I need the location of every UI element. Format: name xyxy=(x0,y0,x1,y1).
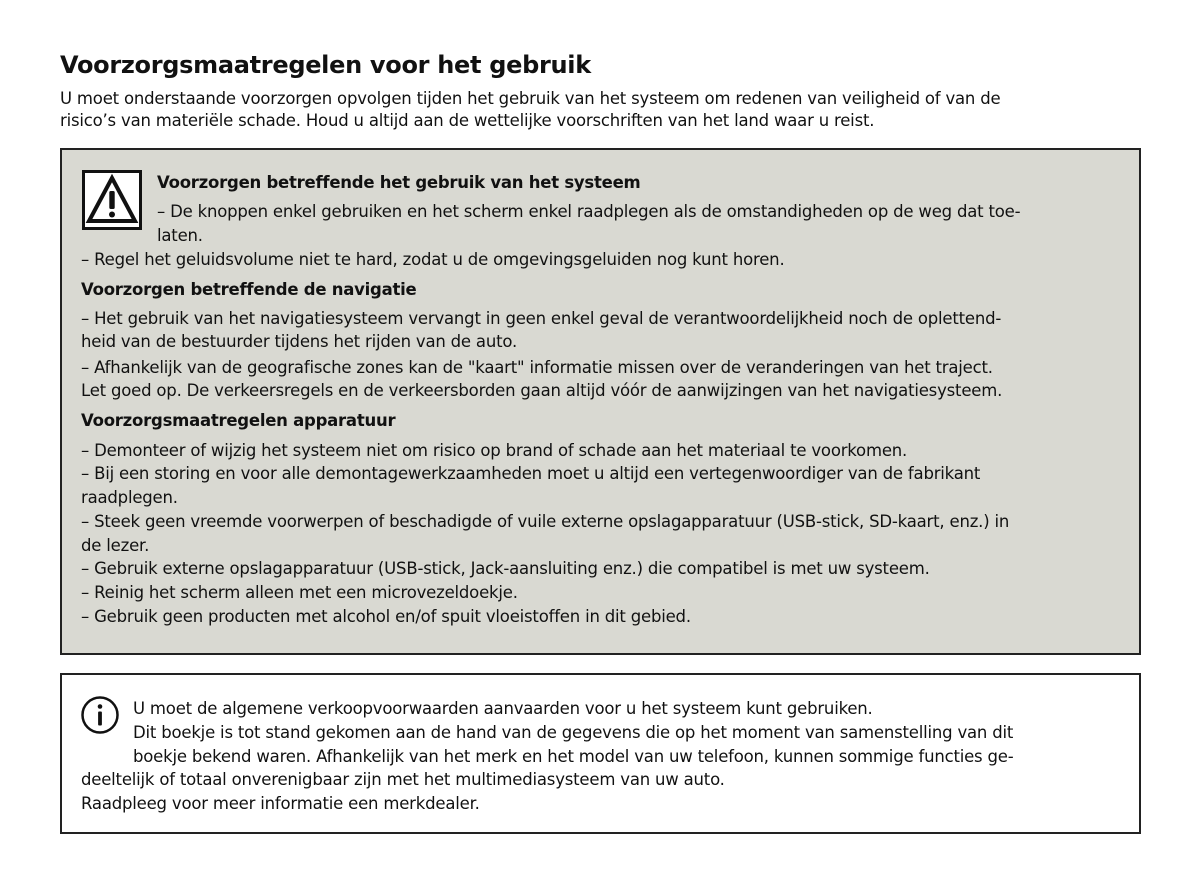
info-line: U moet de algemene verkoopvoorwaarden aanvaarden voor u het systeem kunt gebruiken. xyxy=(133,699,873,718)
info-line: Raadpleeg voor meer informatie een merkdealer. xyxy=(81,794,480,813)
info-line: Dit boekje is tot stand gekomen aan de hand van de gegevens die op het moment van samenstelling van dit xyxy=(133,723,1014,742)
warning-line: raadplegen. xyxy=(81,488,178,507)
warning-line: heid van de bestuurder tijdens het rijden van de auto. xyxy=(81,332,518,351)
info-icon xyxy=(80,695,120,735)
warning-line: de lezer. xyxy=(81,536,150,555)
info-box xyxy=(60,673,1141,834)
warning-line: – Regel het geluidsvolume niet te hard, zodat u de omgevingsgeluiden nog kunt horen. xyxy=(81,250,785,269)
warning-line: laten. xyxy=(157,226,203,245)
warning-line: – Gebruik externe opslagapparatuur (USB-stick, Jack-aansluiting enz.) die compatibel is met uw systeem. xyxy=(81,559,930,578)
warning-box xyxy=(60,148,1141,655)
warning-line: – Bij een storing en voor alle demontagewerkzaamheden moet u altijd een vertegenwoordiger van de fabrikant xyxy=(81,464,981,483)
section-heading-system-use: Voorzorgen betreffende het gebruik van het systeem xyxy=(157,173,641,192)
warning-line: – Reinig het scherm alleen met een microvezeldoekje. xyxy=(81,583,518,602)
info-line: boekje bekend waren. Afhankelijk van het merk en het model van uw telefoon, kunnen sommige functies ge- xyxy=(133,747,1014,766)
info-line: deeltelijk of totaal onverenigbaar zijn met het multimediasysteem van uw auto. xyxy=(81,770,725,789)
intro-paragraph xyxy=(60,88,1140,132)
section-heading-navigation: Voorzorgen betreffende de navigatie xyxy=(81,280,417,299)
warning-line: Let goed op. De verkeersregels en de verkeersborden gaan altijd vóór de aanwijzingen van het navigatiesysteem. xyxy=(81,381,1003,400)
intro-line: U moet onderstaande voorzorgen opvolgen tijden het gebruik van het systeem om redenen van veiligheid of van de xyxy=(60,89,1001,108)
warning-line: – Steek geen vreemde voorwerpen of beschadigde of vuile externe opslagapparatuur (USB-stick, SD-kaart, enz.) in xyxy=(81,512,1010,531)
warning-line: – Gebruik geen producten met alcohol en/of spuit vloeistoffen in dit gebied. xyxy=(81,607,691,626)
warning-line: – De knoppen enkel gebruiken en het scherm enkel raadplegen als de omstandigheden op de weg dat toe- xyxy=(157,202,1021,221)
section-heading-equipment: Voorzorgsmaatregelen apparatuur xyxy=(81,411,396,430)
warning-line: – Afhankelijk van de geografische zones kan de "kaart" informatie missen over de veranderingen van het traject. xyxy=(81,358,993,377)
warning-line: – Demonteer of wijzig het systeem niet om risico op brand of schade aan het materiaal te voorkomen. xyxy=(81,441,908,460)
intro-line: risico’s van materiële schade. Houd u altijd aan de wettelijke voorschriften van het land waar u reist. xyxy=(60,111,875,130)
warning-triangle-icon xyxy=(82,170,142,230)
page-title: Voorzorgsmaatregelen voor het gebruik xyxy=(60,51,591,79)
warning-line: – Het gebruik van het navigatiesysteem vervangt in geen enkel geval de verantwoordelijkheid noch de oplettend- xyxy=(81,309,1002,328)
